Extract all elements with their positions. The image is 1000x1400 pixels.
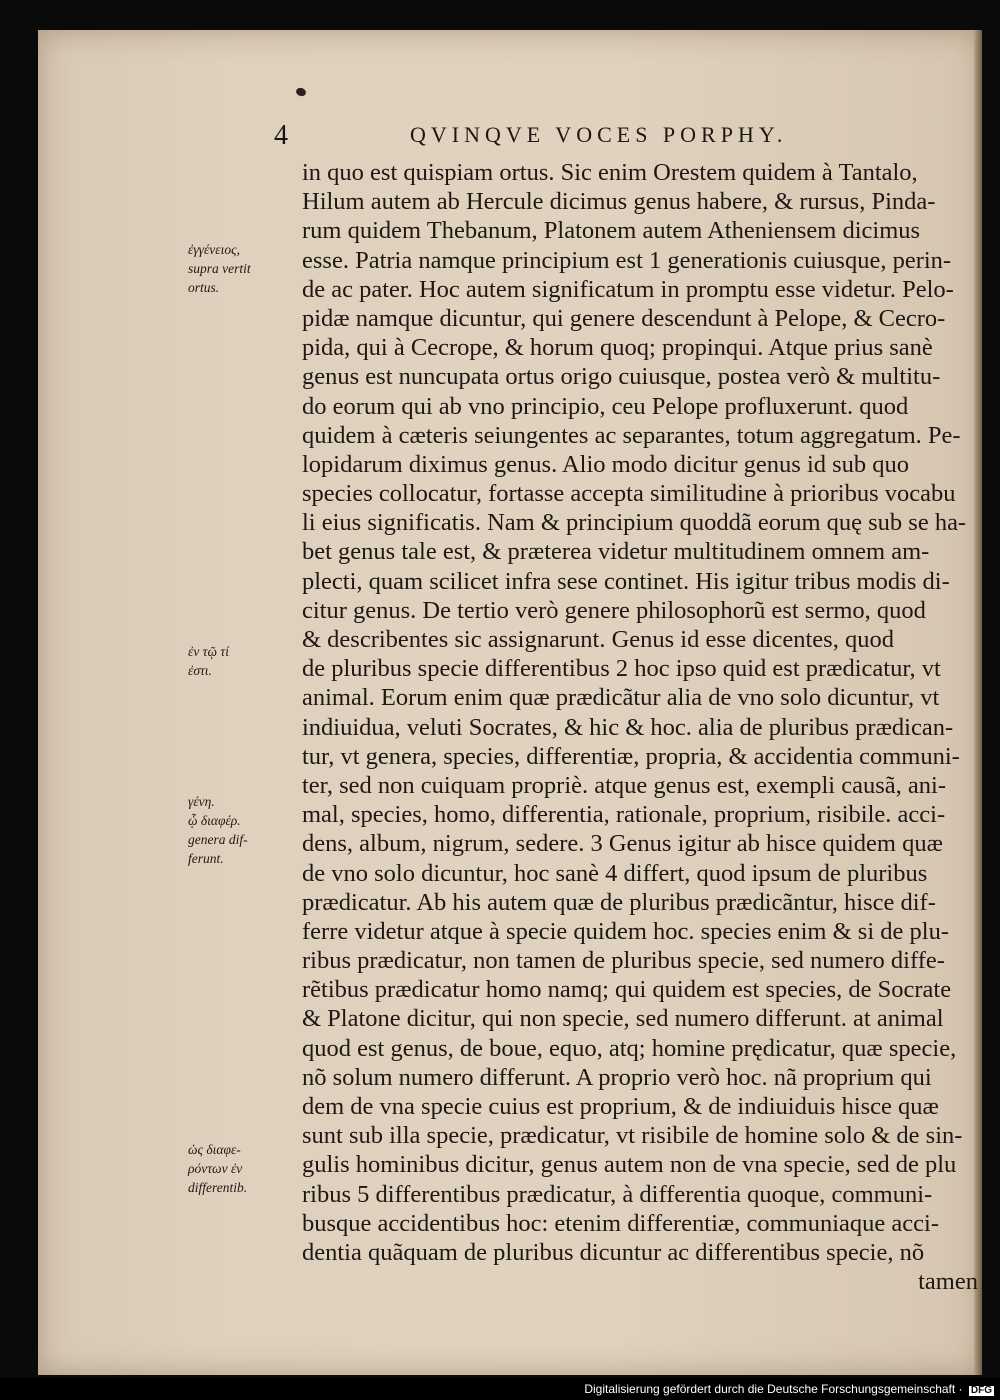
text-line: dem de vna specie cuius est proprium, & de indiuiduis hisce quæ [302, 1093, 939, 1120]
text-line: ferre videtur atque à specie quidem hoc. species enim & si de plu- [302, 917, 949, 945]
text-line: Hilum autem ab Hercule dicimus genus habere, & rursus, Pinda- [302, 188, 936, 216]
catchword: tamen [918, 1268, 978, 1296]
running-head: QVINQVE VOCES PORPHY. [410, 122, 788, 147]
footer-credit-text: Digitalisierung gefördert durch die Deutsche Forschungsgemeinschaft · [584, 1382, 963, 1396]
text-line: animal. Eorum enim quæ prædicãtur alia de vno solo dicuntur, vt [302, 684, 940, 712]
text-line: dens, album, nigrum, sedere. 3 Genus igitur ab hisce quidem quæ [302, 830, 943, 858]
text-line: busque accidentibus hoc: etenim differentiæ, communiaque acci- [302, 1209, 940, 1237]
margin-note-line: ὡς διαφε- [188, 1142, 241, 1157]
margin-note-line: genera dif- [188, 832, 248, 847]
margin-note-4 [188, 1140, 300, 1197]
text-line: lopidarum diximus genus. Alio modo dicitur genus id sub quo [302, 450, 910, 478]
text-line: genus est nuncupata ortus origo cuiusque, postea verò & multitu- [302, 363, 941, 391]
text-line: prædicatur. Ab his autem quæ de pluribus prædicãntur, hisce dif- [302, 888, 936, 916]
text-line: ribus prædicatur, non tamen de pluribus specie, sed numero diffe- [302, 947, 945, 975]
text-line: de pluribus specie differentibus 2 hoc ipso quid est prædicatur, vt [302, 655, 941, 683]
margin-note-1 [188, 240, 300, 297]
text-line: mal, species, homo, differentia, rationale, proprium, risibile. acci- [302, 801, 946, 829]
margin-note-2 [188, 642, 300, 680]
footer-bar [0, 1378, 1000, 1400]
text-line: de vno solo dicuntur, hoc sanè 4 differt, quod ipsum de pluribus [302, 859, 928, 887]
margin-note-line: ρόντων ἐν [188, 1161, 243, 1176]
margin-note-3 [188, 792, 300, 868]
text-line: gulis hominibus dicitur, genus autem non de vna specie, sed de plu [302, 1151, 957, 1179]
text-line: ribus 5 differentibus prædicatur, à differentia quoque, communi- [302, 1180, 933, 1208]
margin-note-line: ortus. [188, 280, 220, 295]
text-line: indiuidua, veluti Socrates, & hic & hoc. alia de pluribus prædican- [302, 713, 954, 741]
margin-note-line: ἐν τῷ τί [188, 644, 230, 659]
text-line: de ac pater. Hoc autem significatum in promptu esse videtur. Pelo- [302, 275, 954, 303]
footer-credit [584, 1383, 994, 1396]
text-line: rum quidem Thebanum, Platonem autem Atheniensem dicimus [302, 217, 921, 245]
ink-spot [295, 87, 307, 98]
text-line: dentia quãquam de pluribus dicuntur ac differentibus specie, nõ [302, 1238, 925, 1266]
text-line: pida, qui à Cecrope, & horum quoq; propinqui. Atque prius sanè [302, 334, 933, 362]
margin-note-line: differentib. [188, 1180, 248, 1195]
text-line: sunt sub illa specie, prædicatur, vt risibile de homine solo & de sin- [302, 1122, 963, 1150]
text-line: species collocatur, fortasse accepta similitudine à prioribus vocabu [302, 480, 956, 508]
text-line: tur, vt genera, species, differentiæ, propria, & accidentia communi- [302, 742, 960, 770]
book-page [38, 30, 982, 1375]
text-line: in quo est quispiam ortus. Sic enim Orestem quidem à Tantalo, [302, 159, 918, 186]
text-line: nõ solum numero differunt. A proprio verò hoc. nã proprium qui [302, 1063, 932, 1091]
page-number: 4 [274, 120, 288, 151]
margin-note-line: γένη. [188, 794, 215, 809]
text-line: ter, sed non cuiquam propriè. atque genus est, exempli causã, ani- [302, 771, 946, 799]
body-text [302, 158, 982, 1296]
text-line: plecti, quam scilicet infra sese continet. His igitur tribus modis di- [302, 567, 950, 595]
text-line: & Platone dicitur, qui non specie, sed numero differunt. at animal [302, 1005, 944, 1033]
text-line: pidæ namque dicuntur, qui genere descendunt à Pelope, & Cecro- [302, 304, 946, 332]
text-line: & describentes sic assignarunt. Genus id esse dicentes, quod [302, 626, 894, 653]
dfg-logo: DFG [970, 1385, 992, 1396]
margin-note-line: ἐγγένειος, [188, 242, 240, 257]
text-line: citur genus. De tertio verò genere philosophorũ est sermo, quod [302, 596, 926, 624]
margin-note-line: ferunt. [188, 851, 224, 866]
margin-note-line: ᾧ διαφέρ. [188, 813, 241, 828]
text-line: quidem à cæteris seiungentes ac separantes, totum aggregatum. Pe- [302, 421, 961, 449]
text-line: bet genus tale est, & præterea videtur multitudinem omnem am- [302, 538, 930, 566]
text-line: li eius significatis. Nam & principium quoddã eorum quę sub se ha- [302, 509, 967, 537]
text-line: do eorum qui ab vno principio, ceu Pelope profluxerunt. quod [302, 392, 909, 420]
margin-note-line: ἐστι. [188, 663, 212, 678]
margin-note-line: supra vertit [188, 261, 251, 276]
text-line: quod est genus, de boue, equo, atq; homine prędicatur, quæ specie, [302, 1034, 957, 1062]
text-line: rẽtibus prædicatur homo namq; qui quidem est species, de Socrate [302, 976, 952, 1004]
text-line: esse. Patria namque principium est 1 generationis cuiusque, perin- [302, 246, 952, 274]
